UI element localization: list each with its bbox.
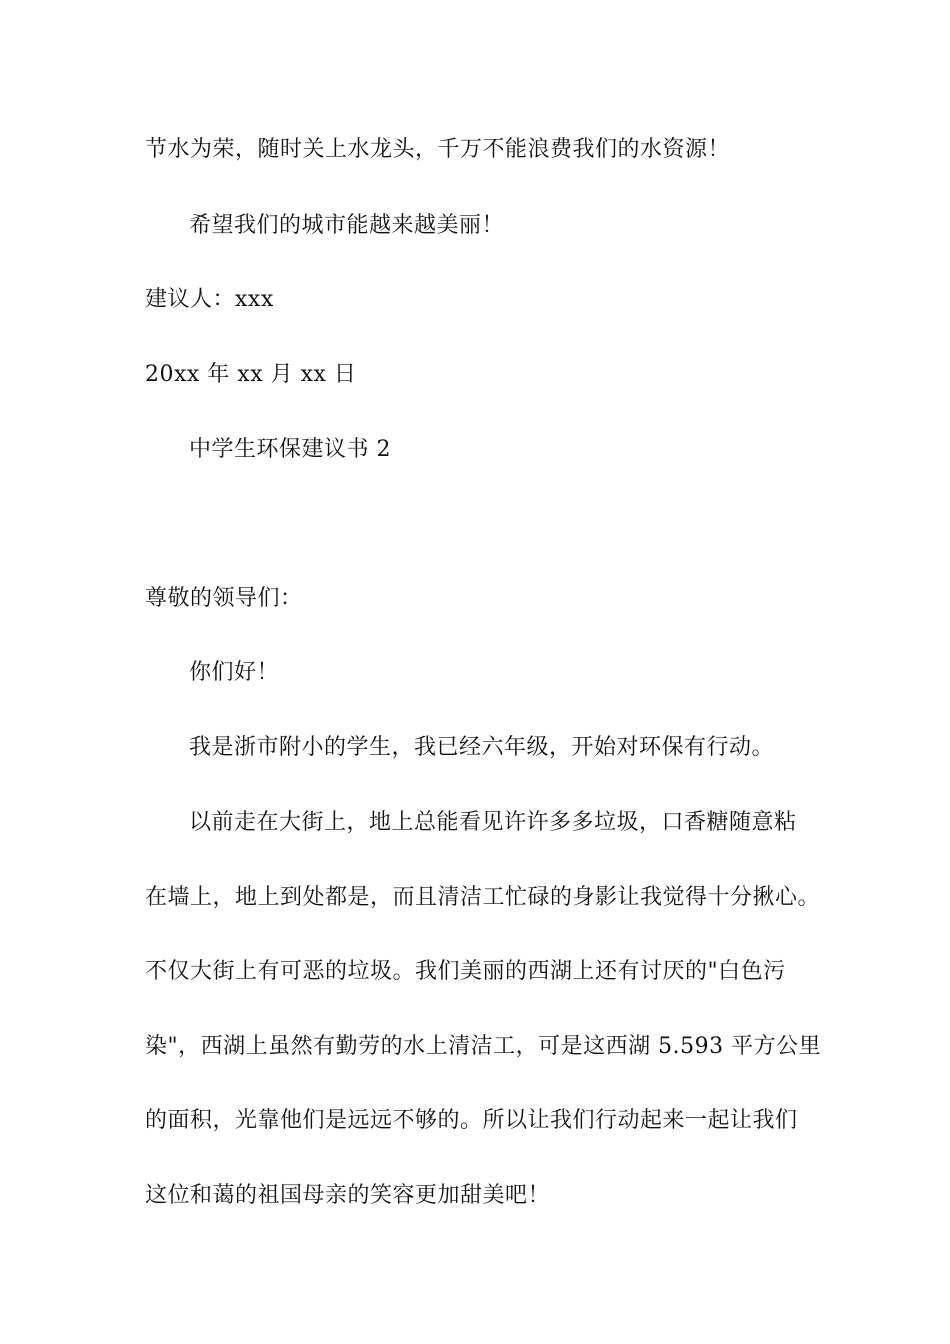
- paragraph-line-10: 在墙上，地上到处都是，而且清洁工忙碌的身影让我觉得十分揪心。: [145, 885, 821, 910]
- paragraph-line-11: 不仅大街上有可恶的垃圾。我们美丽的西湖上还有讨厌的"白色污: [145, 959, 786, 984]
- paragraph-line-12: 染"，西湖上虽然有勤劳的水上清洁工，可是这西湖 5.593 平方公里: [145, 1034, 822, 1059]
- section-title: 中学生环保建议书 2: [189, 437, 391, 462]
- salutation: 尊敬的领导们：: [145, 586, 303, 611]
- paragraph-line-8: 我是浙市附小的学生，我已经六年级，开始对环保有行动。: [189, 735, 775, 760]
- date-line: 20xx 年 xx 月 xx 日: [145, 362, 357, 387]
- paragraph-line-1: 节水为荣，随时关上水龙头，千万不能浪费我们的水资源！: [145, 137, 731, 162]
- proposer-line: 建议人：xxx: [145, 287, 274, 312]
- paragraph-line-2: 希望我们的城市能越来越美丽！: [189, 213, 505, 238]
- paragraph-line-14: 这位和蔼的祖国母亲的笑容更加甜美吧！: [145, 1183, 551, 1208]
- greeting: 你们好！: [189, 660, 280, 685]
- paragraph-line-13: 的面积，光靠他们是远远不够的。所以让我们行动起来一起让我们: [145, 1108, 798, 1133]
- paragraph-line-9: 以前走在大街上，地上总能看见许许多多垃圾，口香糖随意粘: [189, 810, 797, 835]
